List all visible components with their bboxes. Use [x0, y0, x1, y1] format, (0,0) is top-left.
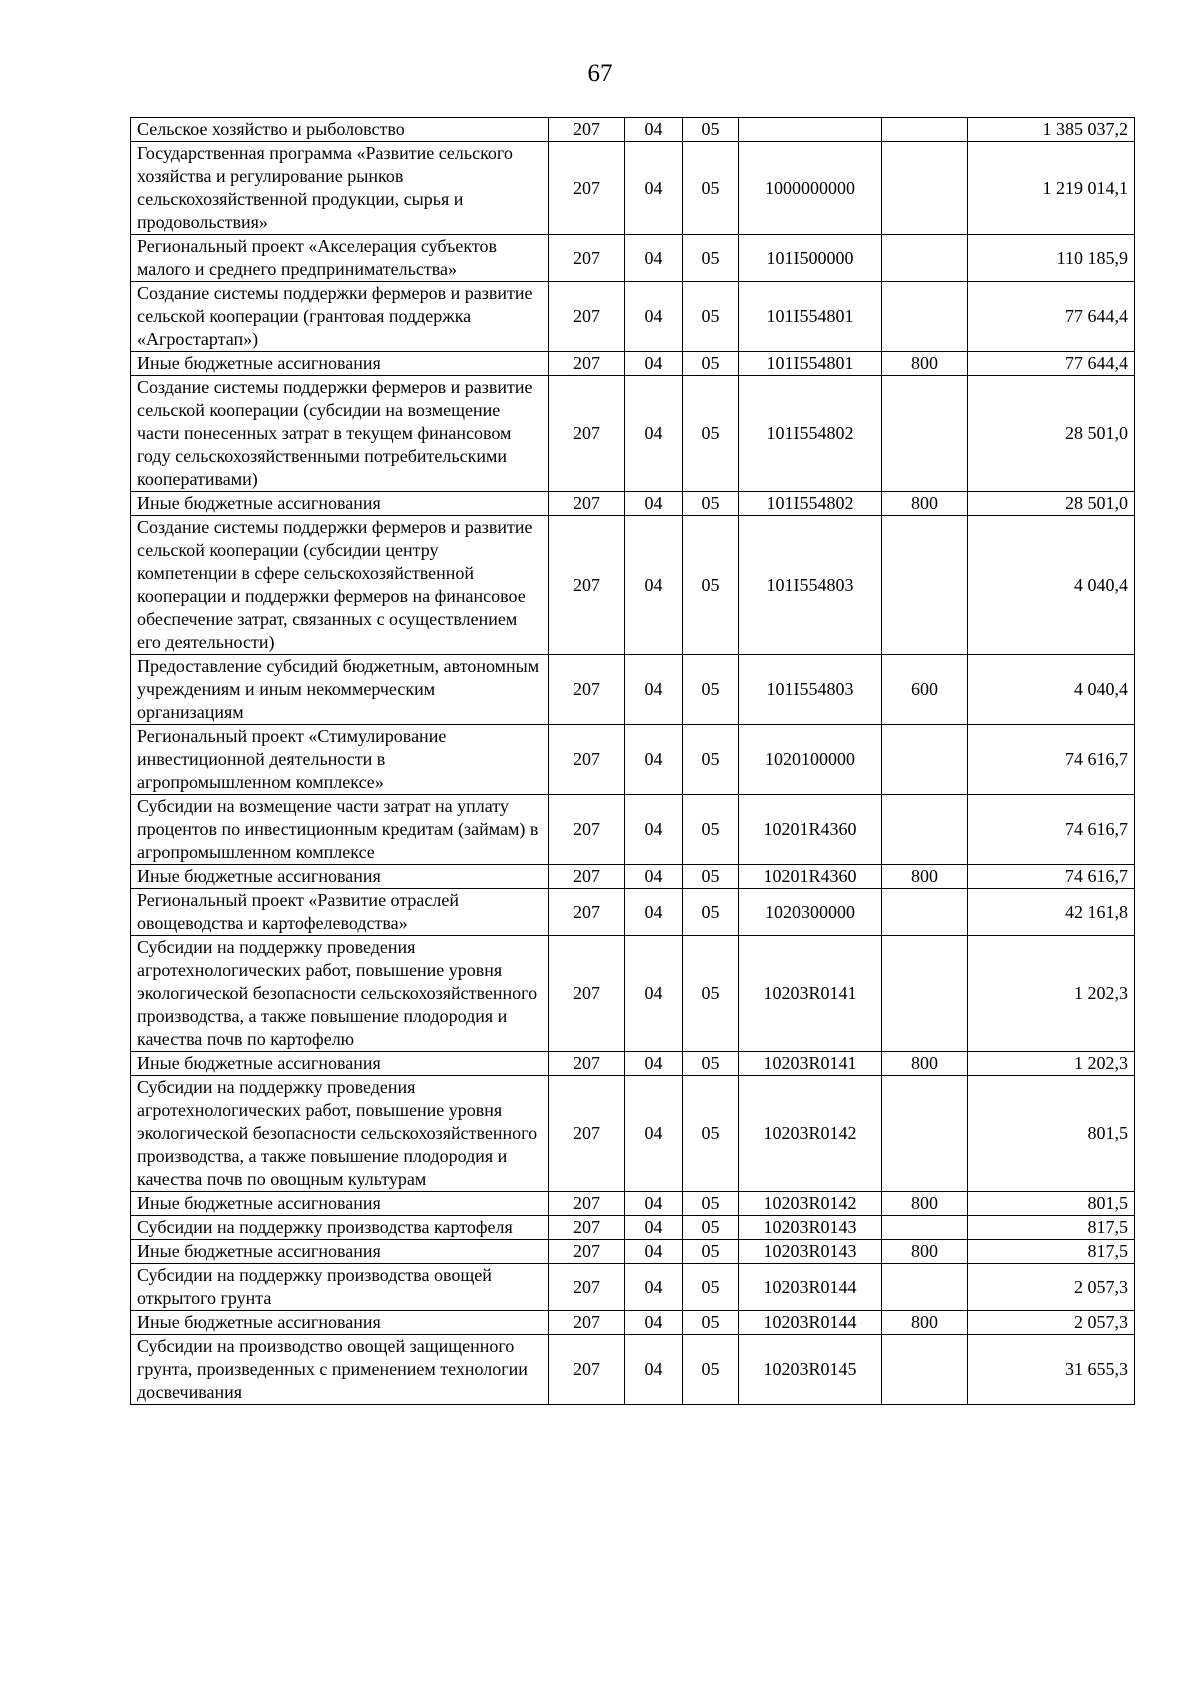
row-code-cell: 207 [549, 516, 625, 655]
row-section-cell: 04 [625, 1192, 683, 1216]
row-name-cell: Региональный проект «Стимулирование инвестиционной деятельности в агропромышленном комплексе» [131, 725, 549, 795]
row-subsection-cell: 05 [683, 725, 739, 795]
row-amount-cell: 74 616,7 [968, 865, 1135, 889]
row-name-cell: Создание системы поддержки фермеров и развитие сельской кооперации (грантовая поддержка «Агростартап») [131, 282, 549, 352]
table-row [131, 1240, 1135, 1264]
row-expense-type-cell: 800 [882, 352, 968, 376]
row-code-cell: 207 [549, 282, 625, 352]
row-name-cell: Создание системы поддержки фермеров и развитие сельской кооперации (субсидии центру компетенции в сфере сельскохозяйственной кооперации и поддержки фермеров на финансовое обеспечение затрат, связанных с осуществлением его деятельности) [131, 516, 549, 655]
row-subsection-cell: 05 [683, 516, 739, 655]
row-target-cell: 1020100000 [739, 725, 882, 795]
row-expense-type-cell [882, 889, 968, 936]
row-amount-cell: 1 202,3 [968, 936, 1135, 1052]
table-row [131, 1192, 1135, 1216]
row-section-cell: 04 [625, 1076, 683, 1192]
row-section-cell: 04 [625, 235, 683, 282]
row-section-cell: 04 [625, 936, 683, 1052]
table-row [131, 376, 1135, 492]
row-section-cell: 04 [625, 282, 683, 352]
row-section-cell: 04 [625, 142, 683, 235]
row-subsection-cell: 05 [683, 1076, 739, 1192]
row-code-cell: 207 [549, 1311, 625, 1335]
row-subsection-cell: 05 [683, 889, 739, 936]
row-subsection-cell: 05 [683, 1192, 739, 1216]
row-section-cell: 04 [625, 516, 683, 655]
row-name-cell: Субсидии на производство овощей защищенного грунта, произведенных с применением технологии досвечивания [131, 1335, 549, 1405]
table-row [131, 235, 1135, 282]
row-name-cell: Иные бюджетные ассигнования [131, 1052, 549, 1076]
row-section-cell: 04 [625, 376, 683, 492]
table-row [131, 1264, 1135, 1311]
row-target-cell: 101I500000 [739, 235, 882, 282]
row-target-cell: 10203R0144 [739, 1311, 882, 1335]
row-name-cell: Региональный проект «Акселерация субъектов малого и среднего предпринимательства» [131, 235, 549, 282]
table-row [131, 655, 1135, 725]
row-target-cell: 1020300000 [739, 889, 882, 936]
row-expense-type-cell [882, 1264, 968, 1311]
row-code-cell: 207 [549, 795, 625, 865]
row-amount-cell: 801,5 [968, 1076, 1135, 1192]
row-section-cell: 04 [625, 1335, 683, 1405]
row-amount-cell: 28 501,0 [968, 376, 1135, 492]
row-code-cell: 207 [549, 1240, 625, 1264]
row-target-cell: 10203R0143 [739, 1216, 882, 1240]
row-target-cell: 101I554801 [739, 282, 882, 352]
row-subsection-cell: 05 [683, 1240, 739, 1264]
row-subsection-cell: 05 [683, 1264, 739, 1311]
row-expense-type-cell [882, 1076, 968, 1192]
page-number: 67 [587, 60, 613, 87]
row-target-cell: 10201R4360 [739, 795, 882, 865]
row-code-cell: 207 [549, 235, 625, 282]
row-subsection-cell: 05 [683, 118, 739, 142]
row-name-cell: Иные бюджетные ассигнования [131, 1192, 549, 1216]
row-expense-type-cell: 800 [882, 1192, 968, 1216]
row-subsection-cell: 05 [683, 1052, 739, 1076]
row-code-cell: 207 [549, 1052, 625, 1076]
table-row [131, 865, 1135, 889]
row-section-cell: 04 [625, 889, 683, 936]
row-amount-cell: 817,5 [968, 1240, 1135, 1264]
row-code-cell: 207 [549, 1192, 625, 1216]
row-name-cell: Субсидии на поддержку проведения агротехнологических работ, повышение уровня экологической безопасности сельскохозяйственного производства, а также повышение плодородия и качества почв по картофелю [131, 936, 549, 1052]
table-row [131, 725, 1135, 795]
row-amount-cell: 77 644,4 [968, 352, 1135, 376]
row-amount-cell: 4 040,4 [968, 655, 1135, 725]
budget-table-body [131, 118, 1135, 1405]
row-target-cell: 10203R0142 [739, 1076, 882, 1192]
row-amount-cell: 31 655,3 [968, 1335, 1135, 1405]
row-code-cell: 207 [549, 725, 625, 795]
table-row [131, 516, 1135, 655]
table-row [131, 282, 1135, 352]
row-code-cell: 207 [549, 142, 625, 235]
row-expense-type-cell [882, 725, 968, 795]
table-row [131, 1076, 1135, 1192]
row-code-cell: 207 [549, 492, 625, 516]
row-code-cell: 207 [549, 1264, 625, 1311]
row-section-cell: 04 [625, 725, 683, 795]
row-subsection-cell: 05 [683, 1335, 739, 1405]
row-expense-type-cell: 800 [882, 1052, 968, 1076]
row-code-cell: 207 [549, 1216, 625, 1240]
row-expense-type-cell [882, 118, 968, 142]
row-target-cell: 101I554802 [739, 376, 882, 492]
row-name-cell: Региональный проект «Развитие отраслей овощеводства и картофелеводства» [131, 889, 549, 936]
row-section-cell: 04 [625, 795, 683, 865]
row-amount-cell: 4 040,4 [968, 516, 1135, 655]
row-section-cell: 04 [625, 1264, 683, 1311]
row-subsection-cell: 05 [683, 655, 739, 725]
row-subsection-cell: 05 [683, 352, 739, 376]
row-name-cell: Предоставление субсидий бюджетным, автономным учреждениям и иным некоммерческим организациям [131, 655, 549, 725]
row-section-cell: 04 [625, 1052, 683, 1076]
row-name-cell: Субсидии на поддержку проведения агротехнологических работ, повышение уровня экологической безопасности сельскохозяйственного производства, а также повышение плодородия и качества почв по овощным культурам [131, 1076, 549, 1192]
row-amount-cell: 74 616,7 [968, 725, 1135, 795]
row-amount-cell: 28 501,0 [968, 492, 1135, 516]
row-target-cell: 101I554802 [739, 492, 882, 516]
row-code-cell: 207 [549, 352, 625, 376]
row-expense-type-cell [882, 1216, 968, 1240]
row-amount-cell: 74 616,7 [968, 795, 1135, 865]
budget-table [130, 117, 1135, 1405]
row-subsection-cell: 05 [683, 936, 739, 1052]
row-name-cell: Субсидии на поддержку производства картофеля [131, 1216, 549, 1240]
table-row [131, 1216, 1135, 1240]
row-expense-type-cell: 800 [882, 865, 968, 889]
row-name-cell: Сельское хозяйство и рыболовство [131, 118, 549, 142]
row-name-cell: Государственная программа «Развитие сельского хозяйства и регулирование рынков сельскохозяйственной продукции, сырья и продовольствия» [131, 142, 549, 235]
row-subsection-cell: 05 [683, 376, 739, 492]
row-expense-type-cell [882, 142, 968, 235]
row-amount-cell: 2 057,3 [968, 1311, 1135, 1335]
row-name-cell: Иные бюджетные ассигнования [131, 492, 549, 516]
table-row [131, 1052, 1135, 1076]
row-name-cell: Иные бюджетные ассигнования [131, 352, 549, 376]
row-subsection-cell: 05 [683, 492, 739, 516]
row-amount-cell: 1 202,3 [968, 1052, 1135, 1076]
row-expense-type-cell [882, 936, 968, 1052]
table-row [131, 492, 1135, 516]
row-code-cell: 207 [549, 1335, 625, 1405]
row-subsection-cell: 05 [683, 865, 739, 889]
row-section-cell: 04 [625, 1216, 683, 1240]
table-row [131, 118, 1135, 142]
row-target-cell: 10203R0141 [739, 1052, 882, 1076]
row-target-cell: 10203R0144 [739, 1264, 882, 1311]
row-target-cell: 10203R0142 [739, 1192, 882, 1216]
row-expense-type-cell [882, 235, 968, 282]
row-subsection-cell: 05 [683, 1216, 739, 1240]
row-code-cell: 207 [549, 936, 625, 1052]
row-amount-cell: 1 219 014,1 [968, 142, 1135, 235]
table-row [131, 936, 1135, 1052]
row-code-cell: 207 [549, 376, 625, 492]
row-subsection-cell: 05 [683, 235, 739, 282]
row-amount-cell: 110 185,9 [968, 235, 1135, 282]
row-section-cell: 04 [625, 352, 683, 376]
row-target-cell: 101I554803 [739, 655, 882, 725]
row-target-cell: 1000000000 [739, 142, 882, 235]
row-target-cell: 101I554803 [739, 516, 882, 655]
row-amount-cell: 1 385 037,2 [968, 118, 1135, 142]
row-name-cell: Иные бюджетные ассигнования [131, 865, 549, 889]
row-target-cell: 10203R0143 [739, 1240, 882, 1264]
row-name-cell: Создание системы поддержки фермеров и развитие сельской кооперации (субсидии на возмещение части понесенных затрат в текущем финансовом году сельскохозяйственными потребительскими кооперативами) [131, 376, 549, 492]
row-target-cell: 10203R0141 [739, 936, 882, 1052]
row-amount-cell: 2 057,3 [968, 1264, 1135, 1311]
row-name-cell: Иные бюджетные ассигнования [131, 1240, 549, 1264]
row-section-cell: 04 [625, 865, 683, 889]
row-expense-type-cell: 800 [882, 1311, 968, 1335]
row-expense-type-cell: 600 [882, 655, 968, 725]
row-expense-type-cell [882, 1335, 968, 1405]
row-target-cell: 101I554801 [739, 352, 882, 376]
row-target-cell: 10203R0145 [739, 1335, 882, 1405]
row-section-cell: 04 [625, 118, 683, 142]
row-subsection-cell: 05 [683, 795, 739, 865]
row-section-cell: 04 [625, 655, 683, 725]
row-amount-cell: 42 161,8 [968, 889, 1135, 936]
row-code-cell: 207 [549, 889, 625, 936]
table-row [131, 352, 1135, 376]
row-name-cell: Субсидии на возмещение части затрат на уплату процентов по инвестиционным кредитам (займам) в агропромышленном комплексе [131, 795, 549, 865]
row-expense-type-cell [882, 795, 968, 865]
row-name-cell: Субсидии на поддержку производства овощей открытого грунта [131, 1264, 549, 1311]
table-row [131, 142, 1135, 235]
row-amount-cell: 801,5 [968, 1192, 1135, 1216]
table-row [131, 795, 1135, 865]
row-code-cell: 207 [549, 655, 625, 725]
row-section-cell: 04 [625, 1311, 683, 1335]
row-subsection-cell: 05 [683, 282, 739, 352]
row-expense-type-cell: 800 [882, 1240, 968, 1264]
row-code-cell: 207 [549, 865, 625, 889]
table-row [131, 889, 1135, 936]
row-target-cell [739, 118, 882, 142]
row-name-cell: Иные бюджетные ассигнования [131, 1311, 549, 1335]
row-amount-cell: 817,5 [968, 1216, 1135, 1240]
row-section-cell: 04 [625, 1240, 683, 1264]
table-row [131, 1335, 1135, 1405]
row-section-cell: 04 [625, 492, 683, 516]
row-code-cell: 207 [549, 1076, 625, 1192]
row-expense-type-cell [882, 516, 968, 655]
row-subsection-cell: 05 [683, 1311, 739, 1335]
row-expense-type-cell [882, 376, 968, 492]
table-row [131, 1311, 1135, 1335]
row-code-cell: 207 [549, 118, 625, 142]
row-subsection-cell: 05 [683, 142, 739, 235]
row-expense-type-cell [882, 282, 968, 352]
row-expense-type-cell: 800 [882, 492, 968, 516]
row-target-cell: 10201R4360 [739, 865, 882, 889]
row-amount-cell: 77 644,4 [968, 282, 1135, 352]
